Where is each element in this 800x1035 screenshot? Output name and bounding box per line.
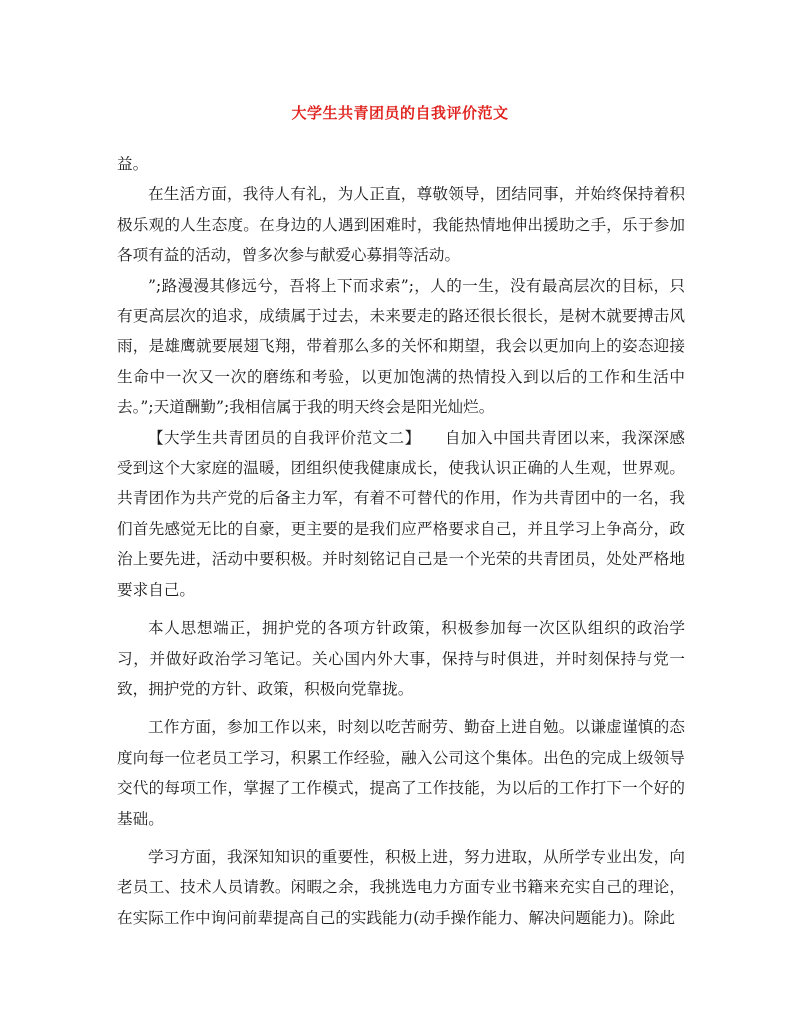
document-body — [117, 149, 685, 933]
paragraph-study: 学习方面，我深知知识的重要性，积极上进，努力进取，从所学专业出发，向老员工、技术人员请教。闲暇之余，我挑选电力方面专业书籍来充实自己的理论，在实际工作中询问前辈提高自己的实践能力(动手操作能力、解决问题能力)。除此 — [117, 847, 685, 927]
paragraph-life: 在生活方面，我待人有礼，为人正直，尊敬领导，团结同事，并始终保持着积极乐观的人生态度。在身边的人遇到困难时，我能热情地伸出援助之手，乐于参加各项有益的活动，曾多次参与献爱心募捐等活动。 — [117, 185, 685, 265]
paragraph-work: 工作方面，参加工作以来，时刻以吃苦耐劳、勤奋上进自勉。以谦虚谨慎的态度向每一位老员工学习，积累工作经验，融入公司这个集体。出色的完成上级领导交代的每项工作，掌握了工作模式，提高了工作技能，为以后的工作打下一个好的基础。 — [117, 718, 685, 828]
paragraph-essay-two: 【大学生共青团员的自我评价范文二】 自加入中国共青团以来，我深深感受到这个大家庭的温暖，团组织使我健康成长，使我认识正确的人生观，世界观。共青团作为共产党的后备主力军，有着不可替代的作用，作为共青团中的一名，我们首先感觉无比的自豪，更主要的是我们应严格要求自己，并且学习上争高分，政治上要先进，活动中要积极。并时刻铭记自己是一个光荣的共青团员，处处严格地要求自己。 — [117, 428, 685, 599]
paragraph-ideology: 本人思想端正，拥护党的各项方针政策，积极参加每一次区队组织的政治学习，并做好政治学习笔记。关心国内外大事，保持与时俱进，并时刻保持与党一致，拥护党的方针、政策，积极向党靠拢。 — [117, 619, 685, 698]
paragraph-quote: ”;路漫漫其修远兮，吾将上下而求索”;，人的一生，没有最高层次的目标，只有更高层次的追求，成绩属于过去，未来要走的路还很长很长，是树木就要搏击风雨，是雄鹰就要展翅飞翔，带着那么多的关怀和期望，我会以更加向上的姿态迎接生命中一次又一次的磨练和考验，以更加饱满的热情投入到以后的工作和生活中去。”;天道酬勤”;我相信属于我的明天终会是阳光灿烂。 — [117, 276, 685, 417]
document-title: 大学生共青团员的自我评价范文 — [291, 104, 509, 122]
paragraph-continuation: 益。 — [117, 155, 149, 173]
